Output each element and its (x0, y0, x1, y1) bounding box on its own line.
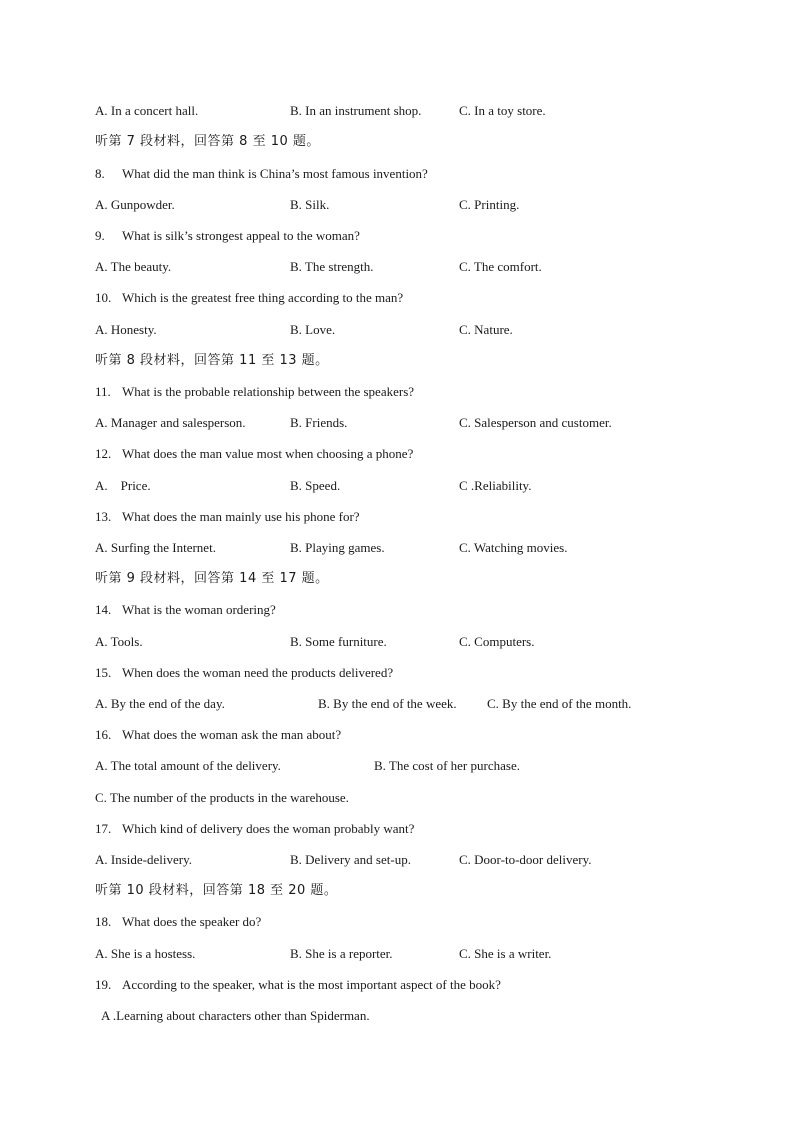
q10-option-c: C. Nature. (459, 322, 513, 337)
q15-option-b: B. By the end of the week. (318, 696, 457, 711)
q13-option-a: A. Surfing the Internet. (95, 540, 216, 555)
question-number: 10. (95, 290, 112, 305)
q11-option-c: C. Salesperson and customer. (459, 415, 612, 430)
question-16 (95, 727, 341, 743)
q9-option-c: C. The comfort. (459, 259, 542, 274)
question-number: 9. (95, 228, 105, 243)
q16-option-c: C. The number of the products in the warehouse. (95, 790, 349, 805)
q10-option-a: A. Honesty. (95, 322, 157, 337)
q17-option-c: C. Door-to-door delivery. (459, 852, 592, 867)
q8-option-b: B. Silk. (290, 197, 330, 212)
question-19 (95, 977, 501, 993)
q12-option-c: C .Reliability. (459, 478, 532, 493)
section-heading-8: 听第 8 段材料，回答第 11 至 13 题。 (95, 353, 329, 368)
q11-option-b: B. Friends. (290, 415, 348, 430)
question-13 (95, 509, 360, 525)
question-text: What does the woman ask the man about? (122, 727, 342, 742)
question-text: What is the woman ordering? (122, 602, 276, 617)
question-12 (95, 446, 413, 462)
q11-option-a: A. Manager and salesperson. (95, 415, 246, 430)
question-text: What did the man think is China’s most famous invention? (122, 166, 428, 181)
question-text: What is silk’s strongest appeal to the woman? (122, 228, 360, 243)
q18-option-a: A. She is a hostess. (95, 946, 196, 961)
question-text: Which kind of delivery does the woman probably want? (122, 821, 415, 836)
question-number: 11. (95, 384, 111, 399)
question-text: What is the probable relationship between the speakers? (122, 384, 415, 399)
q17-option-a: A. Inside-delivery. (95, 852, 192, 867)
question-number: 19. (95, 977, 112, 992)
question-number: 12. (95, 446, 112, 461)
section-heading-9: 听第 9 段材料，回答第 14 至 17 题。 (95, 571, 329, 586)
question-text: According to the speaker, what is the most important aspect of the book? (122, 977, 501, 992)
question-text: What does the man value most when choosing a phone? (122, 446, 414, 461)
question-14 (95, 602, 276, 618)
section-heading-10: 听第 10 段材料，回答第 18 至 20 题。 (95, 883, 338, 898)
question-number: 8. (95, 166, 105, 181)
question-text: What does the speaker do? (122, 914, 262, 929)
q17-option-b: B. Delivery and set-up. (290, 852, 411, 867)
question-8 (95, 166, 428, 182)
q8-option-a: A. Gunpowder. (95, 197, 175, 212)
q7-option-c: C. In a toy store. (459, 103, 546, 118)
question-number: 15. (95, 665, 112, 680)
question-9 (95, 228, 360, 244)
question-18 (95, 914, 261, 930)
q18-option-b: B. She is a reporter. (290, 946, 393, 961)
section-heading-7: 听第 7 段材料，回答第 8 至 10 题。 (95, 134, 320, 149)
question-text: When does the woman need the products delivered? (122, 665, 394, 680)
q13-option-c: C. Watching movies. (459, 540, 568, 555)
question-number: 18. (95, 914, 112, 929)
q14-option-c: C. Computers. (459, 634, 535, 649)
question-number: 13. (95, 509, 112, 524)
q19-option-a: A .Learning about characters other than Spiderman. (101, 1008, 370, 1023)
question-15 (95, 665, 393, 681)
question-10 (95, 290, 403, 306)
q8-option-c: C. Printing. (459, 197, 520, 212)
question-number: 16. (95, 727, 112, 742)
q12-option-a: A. Price. (95, 478, 151, 493)
question-11 (95, 384, 414, 400)
q16-option-b: B. The cost of her purchase. (374, 758, 520, 773)
q16-option-a: A. The total amount of the delivery. (95, 758, 281, 773)
question-17 (95, 821, 414, 837)
q7-option-a: A. In a concert hall. (95, 103, 199, 118)
q15-option-a: A. By the end of the day. (95, 696, 225, 711)
q10-option-b: B. Love. (290, 322, 336, 337)
q14-option-b: B. Some furniture. (290, 634, 387, 649)
question-number: 17. (95, 821, 112, 836)
question-text: What does the man mainly use his phone for? (122, 509, 360, 524)
q18-option-c: C. She is a writer. (459, 946, 552, 961)
q12-option-b: B. Speed. (290, 478, 341, 493)
q15-option-c: C. By the end of the month. (487, 696, 632, 711)
q9-option-b: B. The strength. (290, 259, 374, 274)
q9-option-a: A. The beauty. (95, 259, 172, 274)
q7-option-b: B. In an instrument shop. (290, 103, 422, 118)
question-text: Which is the greatest free thing according to the man? (122, 290, 404, 305)
q14-option-a: A. Tools. (95, 634, 143, 649)
q13-option-b: B. Playing games. (290, 540, 385, 555)
question-number: 14. (95, 602, 112, 617)
